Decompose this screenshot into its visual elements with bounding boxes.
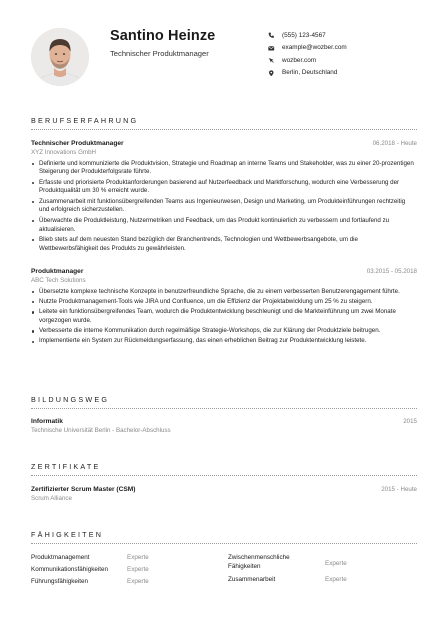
contact-phone-text: (555) 123-4567 (282, 31, 326, 39)
skill-name: Zusammenarbeit (228, 576, 276, 583)
experience-title: Technischer Produktmanager (31, 140, 124, 147)
skill-level: Experte (325, 576, 347, 583)
education-entry (31, 418, 417, 434)
avatar (31, 28, 89, 86)
certificate-date: 2015 - Heute (381, 486, 417, 493)
experience-entry-2 (31, 268, 417, 348)
skill-level: Experte (127, 578, 149, 585)
experience-date: 06.2018 - Heute (372, 140, 417, 147)
section-title-skills: FÄHIGKEITEN (31, 530, 104, 539)
experience-bullets (31, 160, 417, 254)
education-title: Informatik (31, 418, 63, 425)
contact-email-text: example@wozber.com (282, 44, 347, 52)
section-title-experience: BERUFSERFAHRUNG (31, 116, 139, 125)
skill-level: Experte (127, 566, 149, 573)
experience-company: XYZ Innovations GmbH (31, 148, 96, 156)
location-pin-icon (268, 68, 280, 78)
experience-entry-1 (31, 140, 417, 255)
contact-list (268, 29, 438, 79)
list-item: Zusammenarbeit mit funktionsübergreifenden Teams aus Ingenieurwesen, Design und Marketing, um Produkteinführungen rechtzeitig und erfolgreich sicherzustellen. (31, 198, 417, 216)
experience-date: 03.2015 - 05.2018 (366, 268, 417, 275)
email-icon (268, 43, 280, 53)
link-icon (268, 55, 280, 65)
list-item: Verbesserte die interne Kommunikation durch regelmäßige Strategie-Workshops, die zur Klärung der Produktziele beitrugen. (31, 327, 417, 336)
section-title-education: BILDUNGSWEG (31, 395, 110, 404)
skill-name: Zwischenmenschliche Fähigkeiten (228, 554, 290, 570)
contact-website[interactable] (268, 54, 438, 67)
education-date: 2015 (403, 418, 417, 425)
profile-photo-icon (31, 28, 89, 86)
skill-name: Produktmanagement (31, 554, 90, 561)
list-item: Nutzte Produktmanagement-Tools wie JIRA und Confluence, um die Effizienz der Projektabwicklung um 25 % zu steigern. (31, 298, 417, 307)
education-institution: Technische Universität Berlin - Bachelor-Abschluss (31, 426, 171, 434)
certificate-title: Zertifizierter Scrum Master (CSM) (31, 486, 136, 493)
list-item: Leitete ein funktionsübergreifendes Team, wodurch die Produktentwicklung beschleunigt und die Markteinführung um zwei Monate vorgezogen wurde. (31, 308, 417, 326)
contact-location-text: Berlin, Deutschland (282, 69, 338, 77)
contact-phone[interactable] (268, 29, 438, 42)
list-item: Blieb stets auf dem neuesten Stand bezüglich der Branchentrends, Technologien und Wettbewerbsangebote, um die Wettbewerbsfähigkeit des Produkts zu gewährleisten. (31, 236, 417, 254)
section-divider (31, 543, 417, 544)
certificate-entry (31, 486, 417, 502)
experience-bullets (31, 288, 417, 347)
candidate-name: Santino Heinze (110, 28, 216, 44)
contact-location (268, 67, 438, 80)
skill-level: Experte (325, 560, 347, 567)
section-divider (31, 408, 417, 409)
candidate-title: Technischer Produktmanager (110, 49, 209, 58)
list-item: Überwachte die Produktleistung, Nutzermetriken und Feedback, um das Produkt kontinuierlich zu verbessern und fortlaufend zu aktualisieren. (31, 217, 417, 235)
section-divider (31, 129, 417, 130)
contact-email[interactable] (268, 42, 438, 55)
section-title-certificates: ZERTIFIKATE (31, 462, 101, 471)
phone-icon (268, 30, 280, 40)
experience-company: ABC Tech Solutions (31, 276, 86, 284)
list-item: Übersetzte komplexe technische Konzepte in benutzerfreundliche Sprache, die zu einem verbesserten Benutzerengagement führte. (31, 288, 417, 297)
list-item: Erfasste und priorisierte Produktanforderungen basierend auf Nutzerfeedback und Marktforschung, wodurch eine Verbesserung der Produktqualität um 30 % erreicht wurde. (31, 179, 417, 197)
contact-website-text: wozber.com (282, 56, 317, 64)
skill-name: Kommunikationsfähigkeiten (31, 566, 109, 573)
list-item: Definierte und kommunizierte die Produktvision, Strategie und Roadmap an interne Teams und Stakeholder, was zu einer 20-prozentigen Steigerung der Produkterfolgsrate führte. (31, 160, 417, 178)
experience-title: Produktmanager (31, 268, 84, 275)
skill-name: Führungsfähigkeiten (31, 578, 89, 585)
section-divider (31, 475, 417, 476)
certificate-issuer: Scrum Alliance (31, 494, 72, 502)
skill-level: Experte (127, 554, 149, 561)
list-item: Implementierte ein System zur Rückmeldungserfassung, das einen erheblichen Beitrag zur Produktentwicklung leistete. (31, 337, 417, 346)
